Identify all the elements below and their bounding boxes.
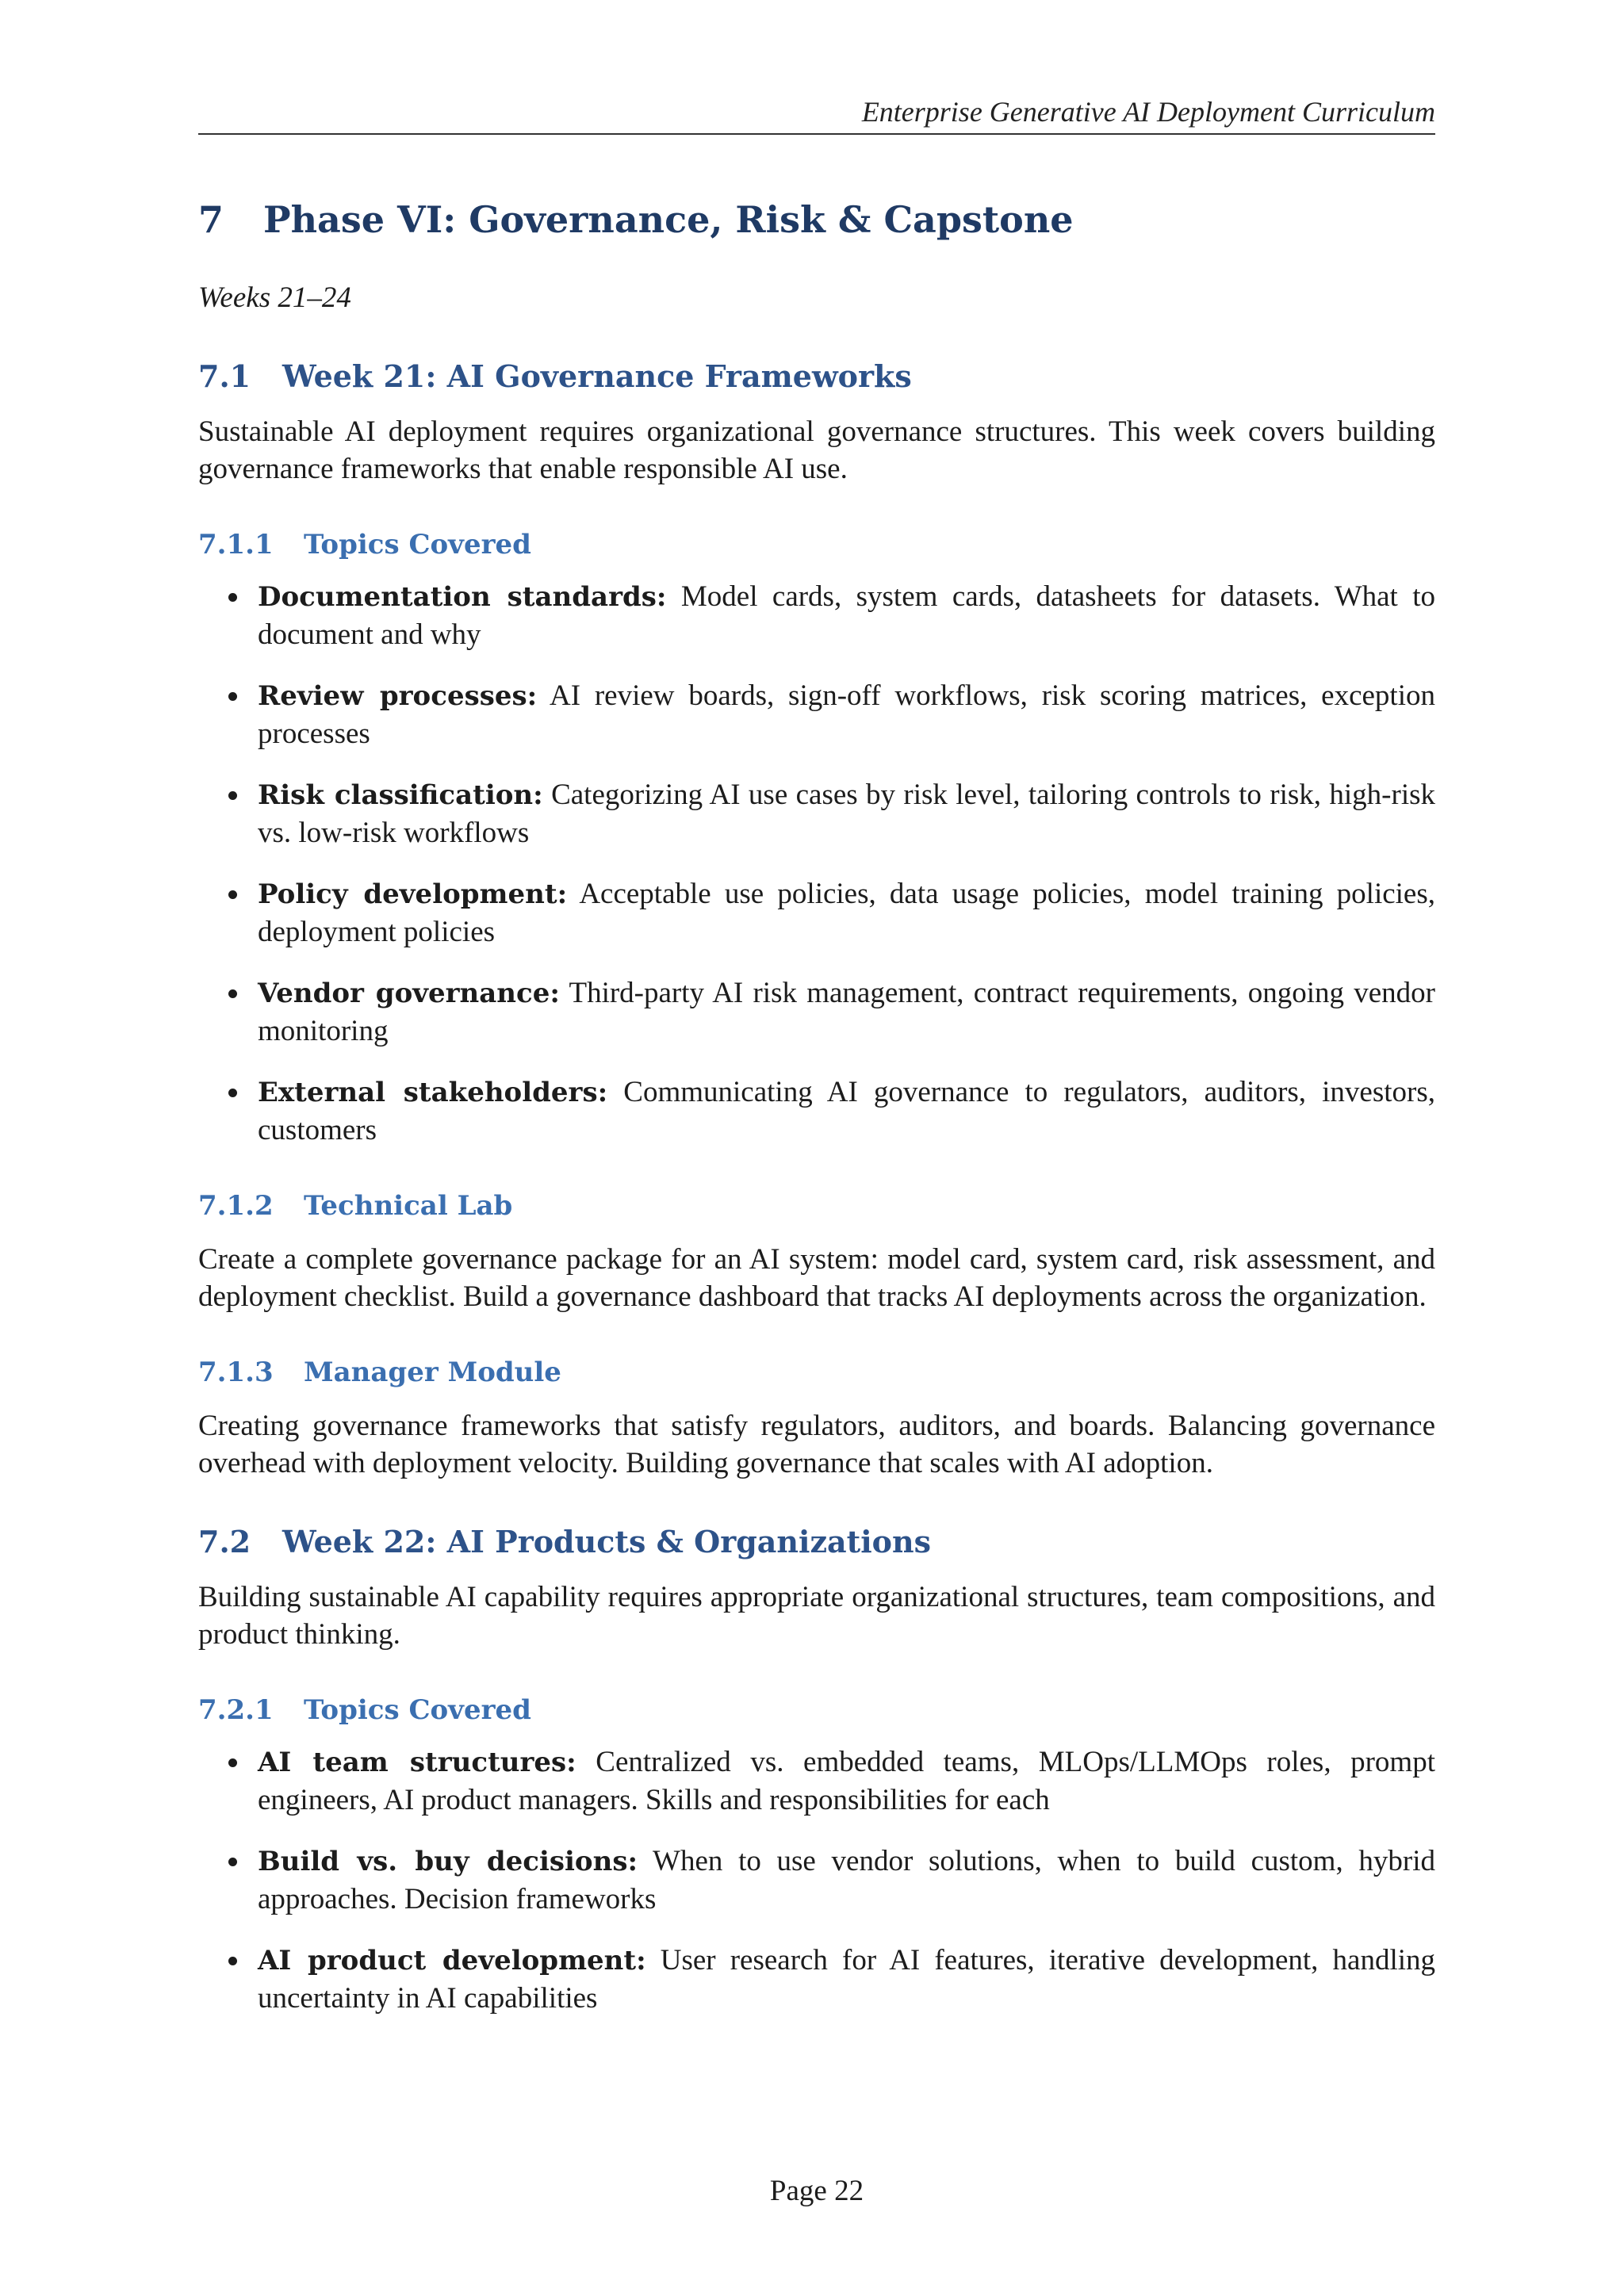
item-term: Vendor governance: xyxy=(258,978,560,1009)
subsection-number: 7.1 xyxy=(198,358,251,394)
subsection-heading-week21 xyxy=(198,354,1435,399)
item-term: AI team structures: xyxy=(258,1747,576,1778)
list-item xyxy=(198,1942,1435,2017)
list-item xyxy=(198,1743,1435,1819)
bullet-icon xyxy=(228,1858,237,1866)
header-rule xyxy=(198,133,1435,135)
item-term: Build vs. buy decisions: xyxy=(258,1846,638,1877)
item-text: Third-party AI risk management, contract requirements, ongoing vendor monitoring xyxy=(258,977,1435,1047)
subsection-title: Week 22: AI Products & Organizations xyxy=(282,1524,932,1559)
subsubsection-title: Technical Lab xyxy=(304,1190,513,1222)
section-heading xyxy=(198,193,1435,247)
bullet-icon xyxy=(228,593,237,602)
subsubsection-heading-topics-22 xyxy=(198,1689,1435,1731)
item-term: Documentation standards: xyxy=(258,581,667,613)
item-text: Centralized vs. embedded teams, MLOps/LLMOps roles, prompt engineers, AI product managers. Skills and responsibilities for each xyxy=(258,1746,1435,1816)
item-text: Acceptable use policies, data usage policies, model training policies, deployment policies xyxy=(258,878,1435,948)
list-item xyxy=(198,776,1435,851)
bullet-icon xyxy=(228,989,237,998)
item-term: Risk classification: xyxy=(258,779,543,811)
bullet-icon xyxy=(228,1089,237,1097)
phase-weeks: Weeks 21–24 xyxy=(198,281,351,314)
subsubsection-title: Topics Covered xyxy=(304,529,531,561)
list-item xyxy=(198,875,1435,951)
bullet-icon xyxy=(228,791,237,800)
item-term: External stakeholders: xyxy=(258,1077,608,1108)
bullet-icon xyxy=(228,890,237,899)
item-text: User research for AI features, iterative development, handling uncertainty in AI capabilities xyxy=(258,1944,1436,2015)
item-text: AI review boards, sign-off workflows, risk scoring matrices, exception processes xyxy=(258,679,1435,750)
section-number: 7 xyxy=(198,198,224,241)
subsubsection-title: Topics Covered xyxy=(304,1694,531,1726)
subsubsection-title: Manager Module xyxy=(304,1357,561,1388)
topics-list-week21 xyxy=(198,578,1435,1149)
subsubsection-heading-manager xyxy=(198,1352,1435,1393)
item-text: When to use vendor solutions, when to build custom, hybrid approaches. Decision frameworks xyxy=(258,1845,1435,1915)
list-item xyxy=(198,677,1435,752)
subsection-heading-week22 xyxy=(198,1520,1435,1564)
subsubsection-number: 7.1.2 xyxy=(198,1190,274,1222)
bullet-icon xyxy=(228,1957,237,1965)
item-text: Model cards, system cards, datasheets for datasets. What to document and why xyxy=(258,580,1436,651)
subsection-number: 7.2 xyxy=(198,1524,251,1559)
page-number: Page 22 xyxy=(769,2175,864,2207)
manager-module-text: Creating governance frameworks that satisfy regulators, auditors, and boards. Balancing governance overhead with deployment velocity. Building governance that scales with AI adoption. xyxy=(198,1410,1435,1479)
list-item xyxy=(198,1073,1435,1149)
document-page xyxy=(198,0,1435,2296)
topics-list-week22 xyxy=(198,1743,1435,2017)
list-item xyxy=(198,578,1435,653)
subsubsection-number: 7.2.1 xyxy=(198,1694,274,1726)
item-term: AI product development: xyxy=(258,1945,646,1976)
page-content xyxy=(198,193,1435,2017)
subsection-title: Week 21: AI Governance Frameworks xyxy=(282,358,912,394)
item-text: Communicating AI governance to regulators, auditors, investors, customers xyxy=(258,1076,1435,1146)
week22-intro: Building sustainable AI capability requires appropriate organizational structures, team compositions, and product thinking. xyxy=(198,1581,1435,1651)
item-term: Policy development: xyxy=(258,878,568,910)
technical-lab-text: Create a complete governance package for an AI system: model card, system card, risk assessment, and deployment checklist. Build a governance dashboard that tracks AI deployments across the organization. xyxy=(198,1243,1435,1313)
subsubsection-number: 7.1.1 xyxy=(198,529,274,561)
running-header: Enterprise Generative AI Deployment Curriculum xyxy=(861,96,1435,128)
subsubsection-number: 7.1.3 xyxy=(198,1357,274,1388)
week21-intro: Sustainable AI deployment requires organizational governance structures. This week covers building governance frameworks that enable responsible AI use. xyxy=(198,415,1435,485)
subsubsection-heading-topics-21 xyxy=(198,524,1435,565)
item-term: Review processes: xyxy=(258,680,538,712)
bullet-icon xyxy=(228,1758,237,1767)
bullet-icon xyxy=(228,692,237,701)
section-title: Phase VI: Governance, Risk & Capstone xyxy=(263,198,1074,241)
list-item xyxy=(198,974,1435,1050)
subsubsection-heading-lab xyxy=(198,1185,1435,1226)
item-text: Categorizing AI use cases by risk level, tailoring controls to risk, high-risk vs. low-risk workflows xyxy=(258,779,1436,849)
list-item xyxy=(198,1843,1435,1918)
